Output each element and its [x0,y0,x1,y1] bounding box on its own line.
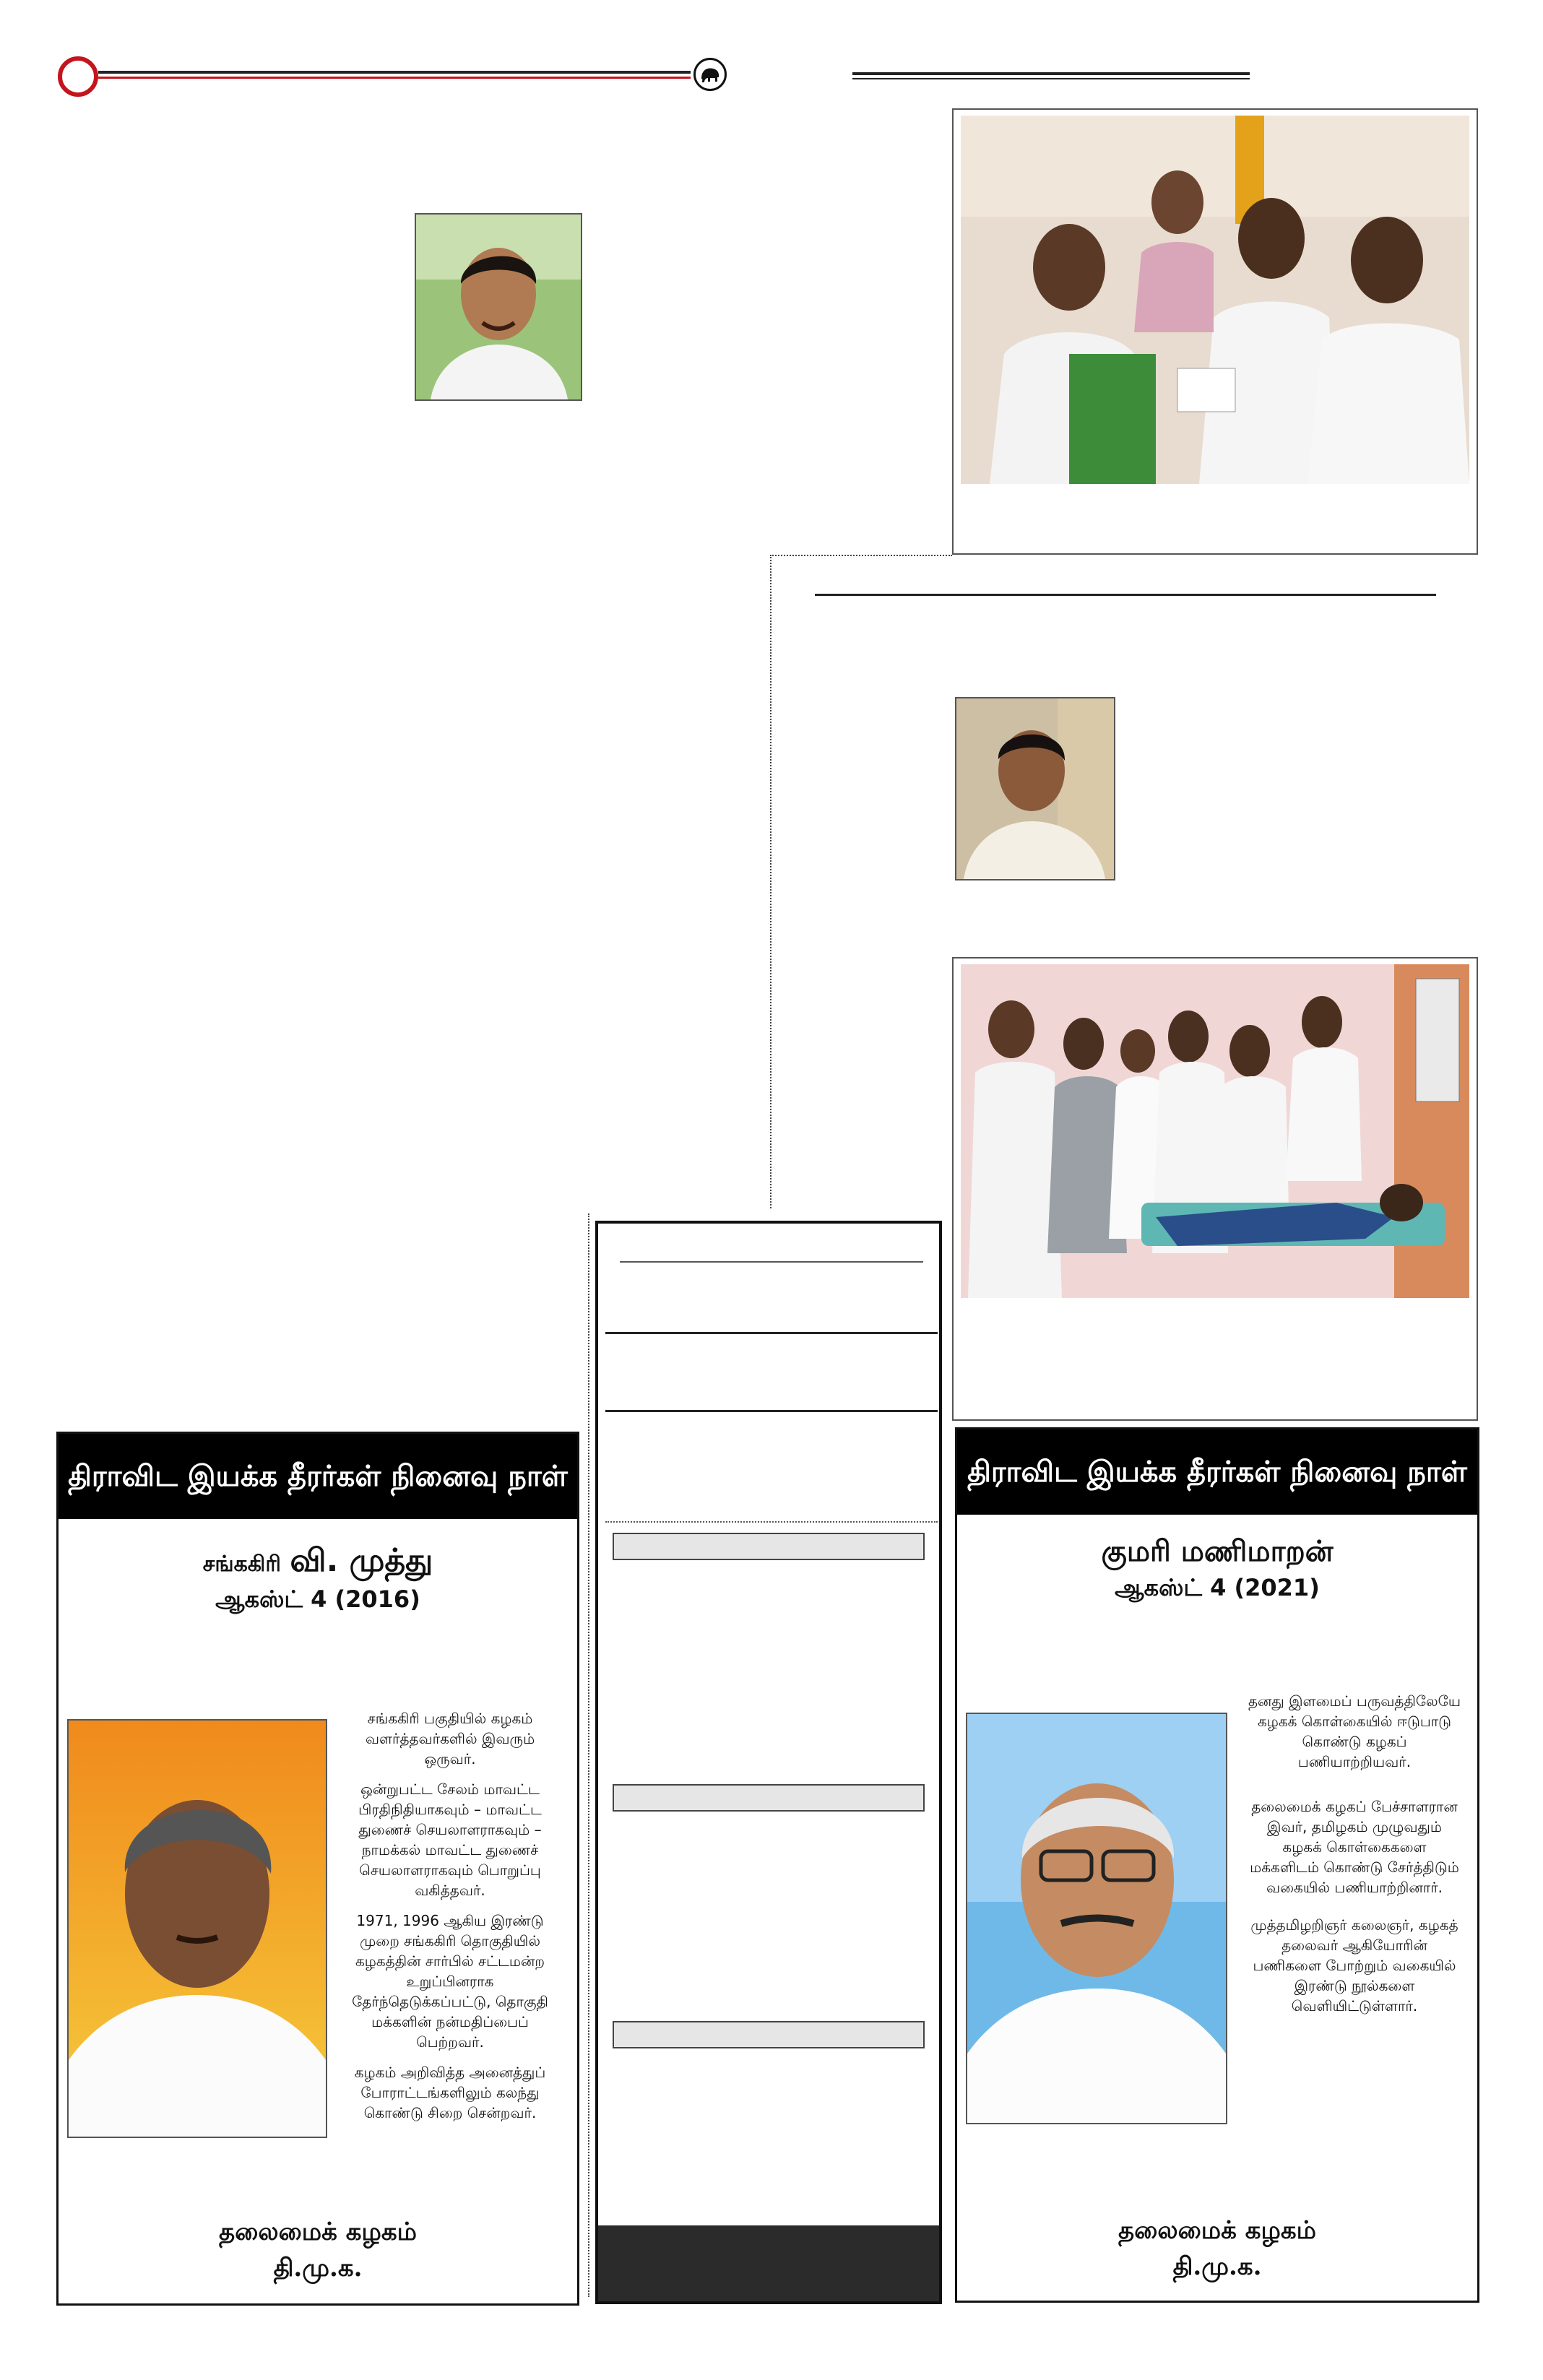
obituary-panel-left [56,1432,579,2306]
event-photo-hospital [952,957,1478,1421]
signature [957,2212,1477,2285]
elephant-emblem-icon [693,58,727,91]
header-rule-right-2 [852,78,1250,79]
center-bar-2 [613,1784,925,1812]
center-footer-block [598,2225,939,2301]
header-rule-bottom [98,77,691,79]
center-rule-3 [605,1410,938,1412]
obituary-banner: திராவிட இயக்க தீரர்கள் நினைவு நாள் [59,1434,577,1519]
name-prefix: சங்ககிரி [202,1552,281,1577]
name-main: வி. முத்து [290,1542,433,1579]
portrait-photo-mid-right [955,697,1115,880]
obituary-banner: திராவிட இயக்க தீரர்கள் நினைவு நாள் [957,1429,1477,1515]
event-photo-top-right [952,108,1478,555]
obituary-panel-right [955,1427,1479,2303]
bio-paragraph: கழகம் அறிவித்த அனைத்துப் போராட்டங்களிலும் கலந்து கொண்டு சிறை சென்றவர். [354,2064,546,2121]
dotted-divider-horizontal [770,555,952,556]
person-name: குமரி மணிமாறன் [1101,1535,1334,1568]
dotted-divider-center [588,1213,589,2297]
section-rule [815,594,1436,596]
header-rule-top [98,71,691,74]
portrait-photo-top [415,213,582,401]
bio-paragraph: 1971, 1996 ஆகிய இரண்டு முறை சங்ககிரி தொகுதியில் கழகத்தின் சார்பில் சட்டமன்ற உறுப்பினராக தேர்ந்தெடுக்கப்பட்டு, தொகுதி மக்களின் நன்மதிப்பைப் பெற்றவர். [352,1912,548,2051]
obituary-portrait-right [966,1713,1227,2124]
center-bar-3 [613,2021,925,2048]
center-box [595,1221,942,2304]
bio-paragraph: தலைமைக் கழகப் பேச்சாளரான இவர், தமிழகம் முழுவதும் கழகக் கொள்கைகளை மக்களிடம் கொண்டு சேர்த்திடும் வகையில் பணியாற்றினார். [1250,1798,1459,1896]
dotted-divider-vertical [770,555,772,1208]
signature-line-1: தலைமைக் கழகம் [1118,2216,1316,2245]
signature-line-2: தி.மு.க. [1172,2252,1262,2281]
center-rule-2 [605,1332,938,1334]
bio-paragraph: ஒன்றுபட்ட சேலம் மாவட்ட பிரதிநிதியாகவும் – மாவட்ட துணைச் செயலாளராகவும் – நாமக்கல் மாவட்ட துணைச் செயலாளராகவும் பொறுப்பு வகித்தவர். [358,1780,542,1899]
obituary-portrait-left [67,1719,327,2138]
bio-paragraph: சங்ககிரி பகுதியில் கழகம் வளர்த்தவர்களில் இவரும் ஒருவர். [365,1710,535,1767]
signature-line-1: தலைமைக் கழகம் [219,2217,417,2246]
memorial-date: ஆகஸ்ட் 4 (2016) [215,1585,420,1613]
signature-line-2: தி.மு.க. [273,2254,363,2282]
person-name [59,1542,577,1583]
bio-paragraph: தனது இளமைப் பருவத்திலேயே கழகக் கொள்கையில் ஈடுபாடு கொண்டு கழகப் பணியாற்றியவர். [1248,1692,1461,1770]
header-circle [58,56,98,97]
center-dotted-rule [605,1521,938,1523]
signature [59,2214,577,2286]
obituary-text-right [1246,1691,1463,2026]
bio-paragraph: முத்தமிழறிஞர் கலைஞர், கழகத் தலைவர் ஆகியோரின் பணிகளை போற்றும் வகையில் இரண்டு நூல்களை வெளியிட்டுள்ளார். [1250,1916,1458,2015]
center-bar-1 [613,1533,925,1560]
center-rule-1 [620,1261,923,1263]
header-rule-right [852,72,1250,75]
obituary-text-left [342,1708,558,2133]
memorial-date: ஆகஸ்ட் 4 (2021) [1115,1574,1320,1601]
